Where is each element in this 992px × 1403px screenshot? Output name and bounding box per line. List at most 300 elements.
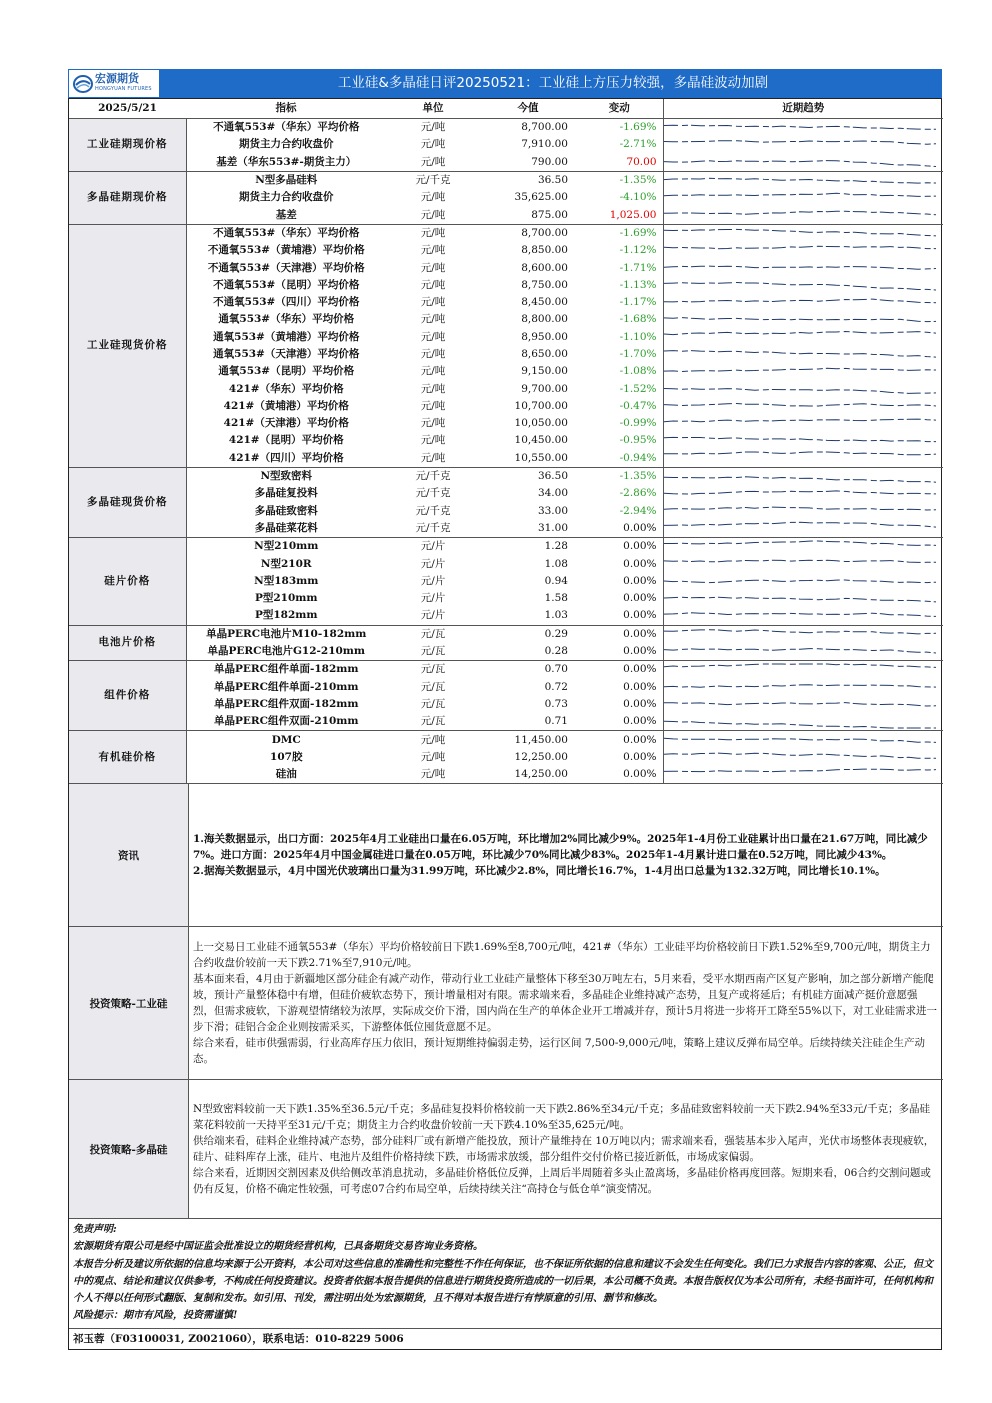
trend-sparkline <box>664 750 936 764</box>
strategy-paragraph: 上一交易日工业硅不通氧553#（华东）平均价格较前日下跌1.69%至8,700元/吨，421#（华东）工业硅平均价格较前日下跌1.52%至9,700元/吨，期货主力合约收盘价较前一天下跌2.71%至7,910元/吨。 <box>193 941 931 970</box>
indicator-cell: 不通氧553#（华东）平均价格 <box>186 224 386 242</box>
indicator-cell: 不通氧553#（华东）平均价格 <box>186 119 386 137</box>
trend-sparkline <box>664 417 936 431</box>
trend-line <box>664 507 936 510</box>
trend-sparkline <box>664 348 936 362</box>
change-cell: -1.71% <box>619 261 657 274</box>
trend-cell <box>663 363 943 380</box>
indicator-cell: 基差（华东553#-期货主力） <box>216 155 357 168</box>
unit-cell: 元/片 <box>420 574 446 587</box>
data-row <box>69 625 943 643</box>
section-label: 工业硅现货价格 <box>69 224 186 467</box>
value-cell: 10,450.00 <box>514 434 568 447</box>
data-row <box>69 189 943 206</box>
unit-cell: 元/吨 <box>420 313 446 326</box>
value-cell: 9,150.00 <box>521 365 568 378</box>
trend-cell <box>663 679 943 696</box>
trend-line <box>664 452 936 455</box>
trend-sparkline <box>664 663 936 677</box>
data-row <box>69 136 943 153</box>
change-cell: -1.13% <box>619 278 657 291</box>
disclaimer-title: 免责声明: <box>73 1224 117 1236</box>
data-row <box>69 643 943 661</box>
unit-cell: 元/吨 <box>420 750 446 763</box>
indicator-cell: 多晶硅致密料 <box>254 504 318 517</box>
indicator-cell: 通氧553#（华东）平均价格 <box>218 313 355 326</box>
change-cell: 0.00% <box>623 574 657 587</box>
unit-cell: 元/瓦 <box>420 697 446 710</box>
value-cell: 12,250.00 <box>514 750 568 763</box>
indicator-cell: 单晶PERC电池片G12-210mm <box>207 645 366 658</box>
indicator-cell: 通氧553#（昆明）平均价格 <box>218 365 355 378</box>
indicator-cell: 期货主力合约收盘价 <box>239 138 334 151</box>
trend-sparkline <box>664 715 936 729</box>
change-cell: -1.35% <box>576 171 663 189</box>
col-indicator: 指标 <box>186 99 386 119</box>
data-row <box>69 259 943 276</box>
logo-name: 宏源期货 <box>95 71 139 85</box>
trend-sparkline <box>664 208 936 222</box>
trend-sparkline <box>664 313 936 327</box>
indicator-cell: 单晶PERC电池片M10-182mm <box>186 625 386 643</box>
data-row <box>69 242 943 259</box>
unit-cell: 元/千克 <box>415 487 451 500</box>
section-label: 电池片价格 <box>69 625 186 661</box>
trend-line <box>664 703 936 706</box>
trend-sparkline <box>664 521 936 535</box>
unit-cell: 元/片 <box>386 538 480 556</box>
section-label: 有机硅价格 <box>69 731 186 783</box>
trend-line <box>664 664 936 667</box>
report-title: 工业硅&多晶硅日评20250521：工业硅上方压力较强，多晶硅波动加剧 <box>337 75 769 91</box>
unit-cell: 元/吨 <box>386 731 480 749</box>
trend-cell <box>663 224 943 242</box>
data-row <box>69 661 943 679</box>
unit-cell: 元/吨 <box>420 244 446 257</box>
trend-sparkline <box>664 434 936 448</box>
indicator-cell: 多晶硅复投料 <box>254 487 318 500</box>
trend-line <box>664 178 936 183</box>
unit-cell: 元/瓦 <box>386 625 480 643</box>
data-row <box>69 450 943 468</box>
trend-sparkline <box>664 470 936 484</box>
unit-cell: 元/吨 <box>420 208 446 221</box>
data-row <box>69 573 943 590</box>
unit-cell: 元/吨 <box>420 296 446 309</box>
change-cell: 0.00% <box>623 715 657 728</box>
value-cell: 34.00 <box>537 487 568 500</box>
trend-cell <box>663 259 943 276</box>
indicator-cell: 单晶PERC组件单面-182mm <box>186 661 386 679</box>
trend-cell <box>663 189 943 206</box>
trend-line <box>664 597 936 602</box>
data-row <box>69 679 943 696</box>
value-cell: 0.70 <box>480 661 576 679</box>
trend-cell <box>663 573 943 590</box>
value-cell: 875.00 <box>531 208 568 221</box>
unit-cell: 元/吨 <box>420 278 446 291</box>
col-unit: 单位 <box>386 99 480 119</box>
section-label: 工业硅期现价格 <box>69 119 186 172</box>
trend-line <box>664 419 936 422</box>
data-row <box>69 555 943 572</box>
change-cell: -1.35% <box>576 467 663 485</box>
value-cell: 1.28 <box>480 538 576 556</box>
value-cell: 0.73 <box>544 697 568 710</box>
trend-sparkline <box>664 680 936 694</box>
change-cell: 0.00% <box>576 731 663 749</box>
data-row <box>69 538 943 556</box>
value-cell: 8,700.00 <box>480 224 576 242</box>
indicator-cell: P型182mm <box>254 609 318 622</box>
data-row <box>69 311 943 328</box>
change-cell: 0.00% <box>576 625 663 643</box>
trend-cell <box>663 242 943 259</box>
trend-line <box>664 230 936 237</box>
strategy-paragraph: N型致密料较前一天下跌1.35%至36.5元/千克；多晶硅复投料价格较前一天下跌2.86%至34元/千克；多晶硅致密料较前一天下跌2.94%至33元/千克；多晶硅菜花料较前一天持平至31元/千克；期货主力合约收盘价较前一天下跌4.10%至35,625元/吨。 <box>193 1103 930 1132</box>
col-change: 变动 <box>576 99 663 119</box>
data-row <box>69 467 943 485</box>
unit-cell: 元/吨 <box>420 399 446 412</box>
data-row <box>69 329 943 346</box>
unit-cell: 元/瓦 <box>386 661 480 679</box>
unit-cell: 元/吨 <box>420 261 446 274</box>
trend-line <box>664 437 936 441</box>
data-row <box>69 119 943 137</box>
trend-line <box>664 404 936 407</box>
trend-line <box>664 523 936 528</box>
disclaimer-line: 本报告分析及建议所依据的信息均来源于公开资料，本公司对这些信息的准确性和完整性不作任何保证，也不保证所依据的信息和建议不会发生任何变化。我们已力求报告内容的客观、公正，但文中的观点、结论和建议仅供参考，不构成任何投资建议。投资者依据本报告提供的信息进行期货投资所造成的一切后果，本公司概不负责。本报告版权仅为本公司所有，未经书面许可，任何机构和个人不得以任何形式翻版、复制和发布。如引用、刊发，需注明出处为宏源期货，且不得对本报告进行有悖原意的引用、删节和修改。 <box>73 1258 933 1305</box>
change-cell: -1.69% <box>576 224 663 242</box>
trend-line <box>664 476 936 481</box>
indicator-cell: N型210mm <box>186 538 386 556</box>
unit-cell: 元/吨 <box>420 348 446 360</box>
strategy-paragraph: 综合来看，近期因交割因素及供给侧改革消息扰动，多晶硅价格低位反弹，上周后半周随着多头止盈离场，多晶硅价格再度回落。短期来看，06合约交割问题或仍有反复，价格不确定性较强，可考虑07合约布局空单，后续持续关注“高持仓与低仓单”演变情况。 <box>193 1167 931 1196</box>
trend-line <box>664 738 936 742</box>
value-cell: 31.00 <box>537 521 568 534</box>
value-cell: 8,800.00 <box>521 313 568 326</box>
trend-sparkline <box>664 278 936 292</box>
value-cell: 9,700.00 <box>521 382 568 395</box>
trend-sparkline <box>664 451 936 465</box>
section-label: 多晶硅期现价格 <box>69 171 186 224</box>
value-cell: 8,650.00 <box>521 348 568 360</box>
value-cell: 8,850.00 <box>521 244 568 257</box>
change-cell: -1.52% <box>619 382 657 395</box>
value-cell: 8,450.00 <box>521 296 568 309</box>
trend-line <box>664 318 936 322</box>
trend-cell <box>663 731 943 749</box>
data-row <box>69 154 943 172</box>
change-cell: 0.00% <box>576 538 663 556</box>
report-date: 2025/5/21 <box>69 99 186 119</box>
logo-sub: HONGYUAN FUTURES <box>95 85 152 92</box>
unit-cell: 元/吨 <box>420 365 446 378</box>
value-cell: 0.72 <box>544 680 568 693</box>
trend-cell <box>663 503 943 520</box>
trend-line <box>664 368 936 371</box>
change-cell: 0.00% <box>623 680 657 693</box>
trend-sparkline <box>664 174 936 188</box>
report-sheet <box>68 69 942 1350</box>
indicator-cell: 不通氧553#（天津港）平均价格 <box>207 261 365 274</box>
strategy-is-label: 投资策略-工业硅 <box>69 927 189 1080</box>
data-row <box>69 520 943 538</box>
trend-cell <box>663 380 943 397</box>
trend-cell <box>663 643 943 661</box>
unit-cell: 元/吨 <box>386 119 480 137</box>
unit-cell: 元/吨 <box>420 768 446 781</box>
trend-cell <box>663 661 943 679</box>
change-cell: 0.00% <box>623 697 657 710</box>
value-cell: 0.71 <box>544 715 568 728</box>
data-row <box>69 749 943 766</box>
data-row <box>69 766 943 783</box>
unit-cell: 元/吨 <box>420 417 446 430</box>
indicator-cell: 421#（华东）平均价格 <box>228 382 344 395</box>
trend-line <box>664 193 936 196</box>
change-cell: 0.00% <box>623 609 657 622</box>
trend-cell <box>663 171 943 189</box>
change-cell: -0.94% <box>619 451 657 464</box>
data-row <box>69 731 943 749</box>
data-row <box>69 485 943 502</box>
indicator-cell: N型183mm <box>254 574 319 587</box>
change-cell: 0.00% <box>623 645 657 658</box>
trend-line <box>664 685 936 687</box>
logo-mark-icon <box>73 75 93 93</box>
data-row <box>69 363 943 380</box>
unit-cell: 元/千克 <box>415 521 451 534</box>
trend-sparkline <box>664 155 936 169</box>
unit-cell: 元/吨 <box>386 224 480 242</box>
change-cell: 0.00% <box>623 521 657 534</box>
trend-sparkline <box>664 540 936 554</box>
trend-sparkline <box>664 504 936 518</box>
indicator-cell: 421#（天津港）平均价格 <box>223 417 349 430</box>
analyst-ids: （F03100031, Z0021060） <box>104 1332 253 1345</box>
phone-number: 010-8229 5006 <box>315 1332 404 1345</box>
news-body <box>189 784 944 927</box>
trend-sparkline <box>664 191 936 205</box>
section-label: 多晶硅现货价格 <box>69 467 186 537</box>
price-table <box>69 99 943 783</box>
strategy-ps-row <box>69 1080 943 1219</box>
trend-sparkline <box>664 574 936 588</box>
trend-cell <box>663 520 943 538</box>
change-cell: -1.68% <box>619 313 657 326</box>
trend-line <box>664 613 936 617</box>
trend-sparkline <box>664 138 936 152</box>
value-cell: 36.50 <box>480 467 576 485</box>
trend-cell <box>663 590 943 607</box>
data-row <box>69 294 943 311</box>
indicator-cell: DMC <box>186 731 386 749</box>
report-header <box>68 69 942 98</box>
trend-line <box>664 141 936 144</box>
risk-warning: 风险提示：期市有风险，投资需谨慎! <box>73 1310 238 1322</box>
trend-sparkline <box>664 261 936 275</box>
unit-cell: 元/吨 <box>420 382 446 395</box>
change-cell: -1.69% <box>576 119 663 137</box>
trend-line <box>664 246 936 248</box>
trend-line <box>664 299 936 303</box>
trend-sparkline <box>664 557 936 571</box>
trend-sparkline <box>664 487 936 501</box>
trend-cell <box>663 398 943 415</box>
change-cell: 0.00% <box>623 557 657 570</box>
news-paragraph: 1.海关数据显示，出口方面：2025年4月工业硅出口量在6.05万吨，环比增加2%同比减少9%。2025年1-4月份工业硅累计出口量在21.67万吨，同比减少7%。进口方面：2025年4月中国金属硅进口量在0.05万吨，环比减少70%同比减少83%。2025年1-4月累计进口量在0.52万吨，同比减少43%。 <box>193 833 928 862</box>
strategy-is-row <box>69 927 943 1080</box>
trend-sparkline <box>664 296 936 310</box>
analyst-name: 祁玉蓉 <box>73 1332 105 1345</box>
trend-cell <box>663 136 943 153</box>
indicator-cell: 通氧553#（黄埔港）平均价格 <box>213 330 360 343</box>
value-cell: 10,700.00 <box>514 399 568 412</box>
value-cell: 0.28 <box>544 645 568 658</box>
change-cell: 70.00 <box>626 155 657 168</box>
phone-label: ，联系电话： <box>252 1332 316 1345</box>
trend-line <box>664 350 936 357</box>
unit-cell: 元/瓦 <box>420 715 446 728</box>
col-value: 今值 <box>480 99 576 119</box>
trend-cell <box>663 450 943 468</box>
trend-cell <box>663 206 943 224</box>
indicator-cell: 单晶PERC组件双面-182mm <box>214 697 359 710</box>
value-cell: 10,550.00 <box>514 451 568 464</box>
value-cell: 35,625.00 <box>514 191 568 204</box>
trend-line <box>664 283 936 291</box>
change-cell: -0.47% <box>619 399 657 412</box>
trend-cell <box>663 467 943 485</box>
contact-line <box>69 1328 941 1349</box>
change-cell: -1.10% <box>619 330 657 343</box>
trend-sparkline <box>664 592 936 606</box>
indicator-cell: 421#（黄埔港）平均价格 <box>223 399 349 412</box>
trend-sparkline <box>664 399 936 413</box>
unit-cell: 元/千克 <box>415 504 451 517</box>
data-row <box>69 398 943 415</box>
indicator-cell: 不通氧553#（四川）平均价格 <box>213 296 360 309</box>
trend-sparkline <box>664 365 936 379</box>
change-cell: -1.08% <box>619 365 657 378</box>
value-cell: 1.58 <box>544 592 568 605</box>
change-cell: 0.00% <box>576 661 663 679</box>
section-label: 硅片价格 <box>69 538 186 625</box>
report-body <box>68 98 942 1350</box>
trend-cell <box>663 311 943 328</box>
unit-cell: 元/片 <box>420 609 446 622</box>
indicator-cell: 硅油 <box>275 768 297 781</box>
section-label: 组件价格 <box>69 661 186 731</box>
data-row <box>69 380 943 397</box>
value-cell: 33.00 <box>537 504 568 517</box>
trend-cell <box>663 119 943 137</box>
indicator-cell: N型致密料 <box>186 467 386 485</box>
data-row <box>69 713 943 731</box>
value-cell: 1.03 <box>544 609 568 622</box>
strategy-paragraph: 综合来看，硅市供强需弱，行业高库存压力依旧，预计短期维持偏弱走势，运行区间 7,500-9,000元/吨，策略上建议反弹布局空单。后续持续关注硅企生产动态。 <box>193 1037 926 1066</box>
trend-cell <box>663 696 943 713</box>
strategy-ps-body <box>189 1080 944 1219</box>
trend-line <box>664 580 936 583</box>
unit-cell: 元/吨 <box>420 330 446 343</box>
change-cell: 0.00% <box>623 592 657 605</box>
value-cell: 36.50 <box>480 171 576 189</box>
column-header-row <box>69 99 943 119</box>
indicator-cell: 421#（四川）平均价格 <box>228 451 344 464</box>
trend-line <box>664 541 936 545</box>
change-cell: -2.71% <box>619 138 657 151</box>
trend-line <box>664 266 936 269</box>
unit-cell: 元/吨 <box>420 191 446 204</box>
value-cell: 0.94 <box>544 574 568 587</box>
disclaimer <box>69 1218 941 1327</box>
unit-cell: 元/吨 <box>420 434 446 447</box>
change-cell: 0.00% <box>623 750 657 763</box>
strategy-paragraph: 基本面来看，4月由于新疆地区部分硅企有减产动作，带动行业工业硅产量整体下移至30万吨左右，5月来看，受平水期西南产区复产影响，加之部分新增产能爬坡，预计产量整体稳中有增，但硅价疲软态势下，预计增量相对有限。需求端来看，多晶硅企业维持减产态势，且复产或将延后；有机硅方面减产挺价意愿强烈，但需求疲软，下游观望情绪较为浓厚，实际成交价下滑，国内尚在生产的单体企业开工增减并存，预计5月将进一步将开工降至55%以下，对工业硅需求进一步下滑；硅铝合金企业则按需采买，下游整体低位囤货意愿不足。 <box>193 973 938 1034</box>
trend-cell <box>663 415 943 432</box>
indicator-cell: 不通氧553#（昆明）平均价格 <box>213 278 360 291</box>
indicator-cell: P型210mm <box>254 592 318 605</box>
unit-cell: 元/吨 <box>420 155 446 168</box>
strategy-is-body <box>189 927 944 1080</box>
indicator-cell: 基差 <box>275 208 297 221</box>
trend-sparkline <box>664 382 936 396</box>
trend-cell <box>663 346 943 363</box>
trend-cell <box>663 607 943 625</box>
trend-line <box>664 560 936 562</box>
data-row <box>69 432 943 449</box>
trend-line <box>664 630 936 634</box>
unit-cell: 元/千克 <box>386 467 480 485</box>
data-row <box>69 696 943 713</box>
indicator-cell: 单晶PERC组件单面-210mm <box>214 680 359 693</box>
change-cell: -1.70% <box>619 348 657 360</box>
change-cell: -1.12% <box>619 244 657 257</box>
trend-line <box>664 211 936 215</box>
trend-cell <box>663 625 943 643</box>
trend-cell <box>663 749 943 766</box>
indicator-cell: 421#（昆明）平均价格 <box>228 434 344 447</box>
change-cell: -4.10% <box>619 191 657 204</box>
indicator-cell: 107胶 <box>270 750 303 763</box>
indicator-cell: 单晶PERC组件双面-210mm <box>214 715 359 728</box>
trend-line <box>664 491 936 494</box>
trend-cell <box>663 329 943 346</box>
unit-cell: 元/片 <box>420 557 446 570</box>
trend-cell <box>663 485 943 502</box>
data-row <box>69 206 943 224</box>
trend-cell <box>663 154 943 172</box>
trend-cell <box>663 766 943 783</box>
trend-sparkline <box>664 609 936 623</box>
indicator-cell: N型多晶硅料 <box>186 171 386 189</box>
value-cell: 1.08 <box>544 557 568 570</box>
data-row <box>69 503 943 520</box>
trend-line <box>664 389 936 394</box>
unit-cell: 元/瓦 <box>420 680 446 693</box>
indicator-cell: 期货主力合约收盘价 <box>239 191 334 204</box>
data-row <box>69 277 943 294</box>
trend-cell <box>663 432 943 449</box>
value-cell: 8,600.00 <box>521 261 568 274</box>
indicator-cell: 不通氧553#（黄埔港）平均价格 <box>207 244 365 257</box>
indicator-cell: 通氧553#（天津港）平均价格 <box>213 348 360 360</box>
trend-cell <box>663 294 943 311</box>
strategy-paragraph: 供给端来看，硅料企业维持减产态势，部分硅料厂或有新增产能投放，预计产量维持在 10万吨以内；需求端来看，强装基本步入尾声，光伏市场整体表现疲软，硅片、硅料库存上涨，硅片、电池片及组件价格持续下跌，市场需求放缓，部分组件交付价格已接近新低，市场成家偏弱。 <box>193 1135 935 1164</box>
data-row <box>69 607 943 625</box>
